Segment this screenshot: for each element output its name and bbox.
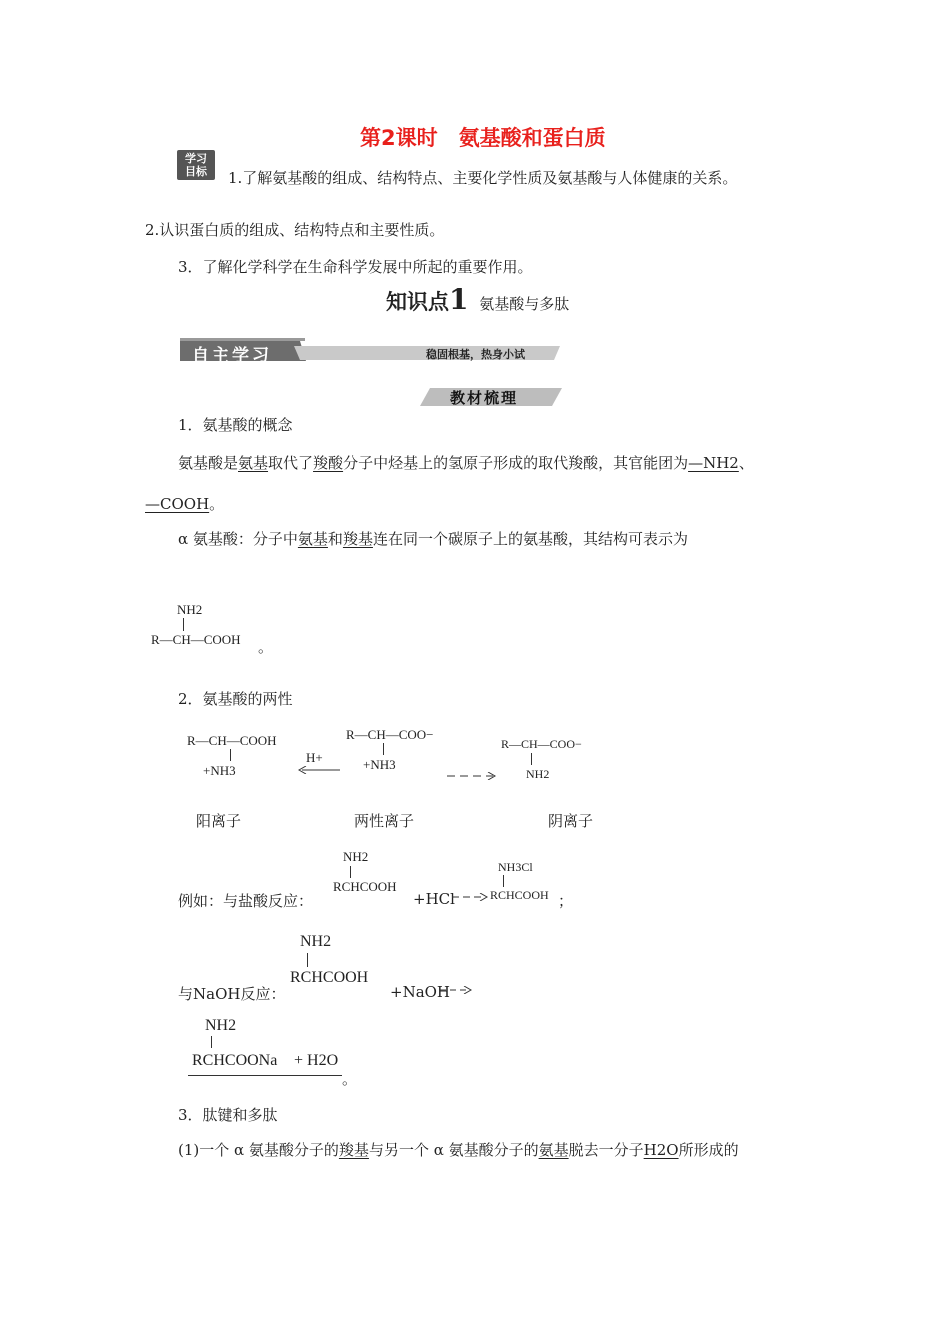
naoh-arrow-icon (440, 986, 472, 994)
self-study-banner (180, 338, 560, 364)
formula-nh2: NH2 (177, 602, 203, 617)
section-3-heading: 3．肽键和多肽 (178, 1106, 278, 1124)
naoh-plus: +NaOH (390, 983, 451, 1001)
knowledge-point-label: 知识点 (386, 290, 449, 314)
p1-text-c: 取代了 (268, 454, 314, 472)
badge-line-2: 目标 (185, 165, 207, 178)
formula-main: R—CH—COOH (151, 632, 241, 647)
banner-right-text: 稳固根基，热身小试 (426, 348, 525, 361)
hcl-product: RCHCOOH (490, 888, 549, 902)
cation-nh3: +NH3 (203, 763, 236, 778)
p1-text-e: 分子中烃基上的氢原子形成的取代羧酸，其官能团为 (343, 454, 689, 472)
h-plus-label: H+ (306, 750, 323, 765)
hcl-reactant: RCHCOOH (333, 879, 397, 894)
hcl-end: ； (558, 892, 574, 910)
zwitterion-label: 两性离子 (354, 812, 415, 830)
zwitterion-bond (383, 743, 384, 755)
p2-text-a: α 氨基酸：分子中 (178, 530, 298, 548)
section-3-paragraph-1 (178, 1139, 739, 1160)
cation-bond (230, 749, 231, 761)
s3-blank-carboxyl: 羧基 (338, 1141, 369, 1159)
section-tag (420, 386, 562, 408)
page-title: 第2课时 氨基酸和蛋白质 (360, 126, 606, 150)
s3-text-g: 所形成的 (678, 1141, 739, 1159)
hcl-product-bond (503, 875, 504, 887)
p1-text-g: 、 (738, 454, 754, 472)
anion-bond (531, 753, 532, 765)
p1-blank-amino: 氨基 (238, 454, 269, 472)
naoh-water: + H2O (294, 1052, 339, 1069)
p2-text-e: 连在同一个碳原子上的氨基酸，其结构可表示为 (372, 530, 688, 548)
badge-line-1: 学习 (185, 152, 207, 165)
anion-formula: R—CH—COO− (501, 737, 582, 751)
hcl-reactant-nh2: NH2 (343, 849, 369, 864)
p1-blank-cooh: —COOH (145, 495, 210, 513)
naoh-end: 。 (342, 1070, 358, 1088)
p1-text-a: 氨基酸是 (178, 454, 239, 472)
section-1-paragraph-1 (178, 452, 754, 473)
s3-text-a: (1)一个 α 氨基酸分子的 (178, 1141, 339, 1159)
naoh-label: 与NaOH反应： (178, 985, 286, 1003)
hcl-example-label: 例如：与盐酸反应： (178, 892, 314, 910)
banner-left-text: 自主学习 (192, 346, 272, 366)
p1-blank-carboxylic-acid: 羧酸 (313, 454, 344, 472)
section-1-paragraph-2 (178, 528, 688, 549)
p2-text-c: 和 (327, 530, 343, 548)
section-1-paragraph-1-cont (145, 493, 224, 514)
s3-blank-water: H2O (643, 1141, 679, 1159)
anion-nh2: NH2 (526, 767, 550, 781)
section-1-heading: 1．氨基酸的概念 (178, 416, 293, 434)
naoh-product-nh2: NH2 (205, 1017, 237, 1034)
left-arrow-icon (298, 766, 340, 774)
naoh-reactant-bond (307, 953, 308, 967)
goal-2: 2.认识蛋白质的组成、结构特点和主要性质。 (145, 221, 445, 239)
goal-3: 3．了解化学科学在生命科学发展中所起的重要作用。 (178, 258, 533, 276)
cation-formula: R—CH—COOH (187, 733, 277, 748)
right-arrow-icon (447, 772, 497, 780)
section-tag-text: 教材梳理 (450, 389, 519, 407)
cation-label: 阳离子 (196, 812, 242, 830)
knowledge-point-number: 1 (449, 283, 469, 316)
goal-1: 1.了解氨基酸的组成、结构特点、主要化学性质及氨基酸与人体健康的关系。 (228, 169, 738, 187)
p2-blank-carboxyl: 羧基 (342, 530, 373, 548)
knowledge-point-heading (386, 283, 569, 316)
p1-text-i: 。 (209, 495, 225, 513)
section-2-heading: 2．氨基酸的两性 (178, 690, 293, 708)
hcl-reactant-bond (350, 866, 351, 878)
p1-blank-nh2: —NH2 (688, 454, 739, 472)
naoh-answer-underline (188, 1075, 342, 1076)
knowledge-point-name: 氨基酸与多肽 (479, 295, 570, 313)
naoh-reactant: RCHCOOH (290, 969, 369, 986)
hcl-plus: +HCl (413, 890, 455, 908)
formula-end: 。 (258, 638, 274, 656)
s3-text-c: 与另一个 α 氨基酸分子的 (368, 1141, 539, 1159)
s3-blank-amino: 氨基 (538, 1141, 569, 1159)
p2-blank-amino: 氨基 (297, 530, 328, 548)
formula-bond (183, 618, 184, 631)
hcl-product-nh3cl: NH3Cl (498, 860, 533, 874)
s3-text-e: 脱去一分子 (568, 1141, 644, 1159)
learning-goal-badge (177, 150, 215, 180)
naoh-product-bond (211, 1036, 212, 1048)
hcl-arrow-icon (452, 893, 488, 901)
zwitterion-nh3: +NH3 (363, 757, 396, 772)
anion-label: 阴离子 (548, 812, 594, 830)
naoh-product: RCHCOONa (192, 1052, 278, 1069)
zwitterion-formula: R—CH—COO− (346, 727, 434, 742)
naoh-reactant-nh2: NH2 (300, 933, 332, 950)
